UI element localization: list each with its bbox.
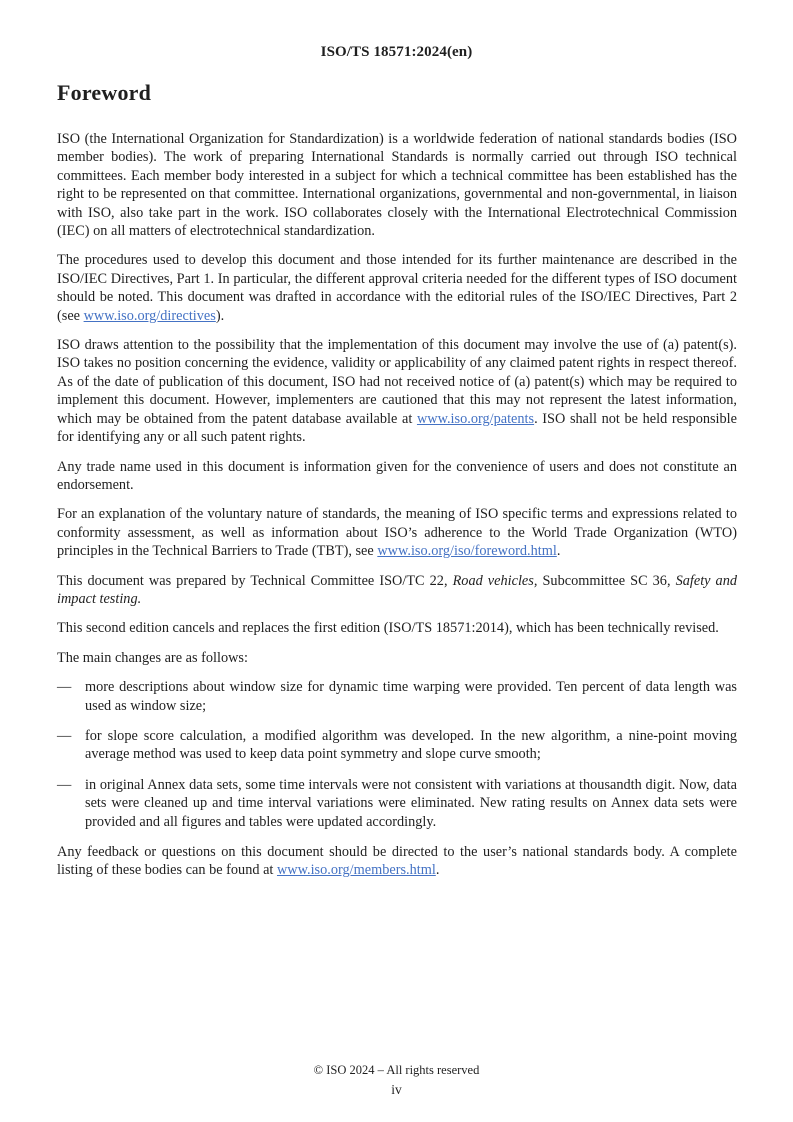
text-run: The procedures used to develop this document and those intended for its further maintenance are described in the ISO/IEC Directives, Part 1. In particular, the different approval criteria needed for the different types of ISO document should be noted. This document was drafted in accordance with the editorial rules of the ISO/IEC Directives, Part 2 (see (57, 252, 737, 324)
text-run: For an explanation of the voluntary nature of standards, the meaning of ISO specific terms and expressions related to conformity assessment, as well as information about ISO’s adherence to the World Trade Organization (WTO) principles in the Technical Barriers to Trade (TBT), see (57, 506, 737, 560)
text-run: in original Annex data sets, some time intervals were not consistent with variations at thousandth digit. Now, data sets were cleaned up and time interval variations were eliminated. New rating results on Annex data sets were provided and all figures and tables were updated accordingly. (85, 776, 737, 830)
foreword-body (57, 130, 737, 880)
hyperlink[interactable]: www.iso.org/patents (416, 410, 535, 427)
text-run: for slope score calculation, a modified algorithm was developed. In the new algorithm, a nine-point moving average method was used to keep data point symmetry and slope curve smooth; (85, 727, 737, 763)
text-run: more descriptions about window size for dynamic time warping were provided. Ten percent of data length was used as window size; (85, 679, 737, 714)
text-run: Any feedback or questions on this document should be directed to the user’s national standards body. A complete listing of these bodies can be found at (57, 844, 737, 879)
hyperlink[interactable]: www.iso.org/members.html (276, 862, 436, 879)
text-run: This document was prepared by Technical Committee ISO/TC 22, (57, 572, 453, 589)
text-run: . (435, 862, 440, 879)
text-run: ISO draws attention to the possibility that the implementation of this document may involve the use of (a) patent(s). ISO takes no position concerning the evidence, validity or applicability of any claimed patent rights in respect thereof. As of the date of publication of this document, ISO had not received notice of (a) patent(s) which may be required to implement this document. However, implementers are cautioned that this may not represent the latest information, which may be obtained from the patent database available at (57, 337, 737, 427)
paragraph (57, 619, 737, 637)
text-run: . ISO shall not be held responsible for identifying any or all such patent rights. (57, 410, 737, 446)
paragraph (57, 505, 737, 560)
list-dash: — (57, 679, 72, 696)
list-dash: — (57, 727, 72, 744)
paragraph (57, 458, 737, 495)
list-item-text (85, 776, 737, 831)
page-title: Foreword (57, 80, 152, 105)
footer-copyright: © ISO 2024 – All rights reserved (313, 1063, 480, 1077)
content-area (57, 80, 737, 891)
paragraph (57, 572, 737, 609)
paragraph (57, 130, 737, 240)
running-header: ISO/TS 18571:2024(en) (320, 44, 473, 60)
hyperlink[interactable]: www.iso.org/iso/foreword.html (377, 543, 557, 560)
text-run: ). (215, 307, 225, 324)
text-run: . (556, 543, 561, 560)
text-run: Subcommittee SC 36, (537, 572, 676, 589)
paragraph (57, 336, 737, 446)
text-run: The main changes are as follows: (57, 649, 248, 666)
list-dash: — (57, 776, 72, 793)
paragraph (57, 649, 737, 667)
list-item-text (85, 727, 737, 764)
text-run: This second edition cancels and replaces the first edition (ISO/TS 18571:2014), which has been technically revised. (57, 620, 719, 637)
italic-text: Road vehicles, (452, 572, 538, 589)
change-list-item (57, 678, 737, 715)
hyperlink[interactable]: www.iso.org/directives (83, 307, 216, 324)
paragraph (57, 843, 737, 880)
paragraph (57, 251, 737, 325)
text-run: ISO (the International Organization for Standardization) is a worldwide federation of national standards bodies (ISO member bodies). The work of preparing International Standards is normally carried out through ISO technical committees. Each member body interested in a subject for which a technical committee has been established has the right to be represented on that committee. International organizations, governmental and non-governmental, in liaison with ISO, also take part in the work. ISO collaborates closely with the International Electrotechnical Commission (IEC) on all matters of electrotechnical standardization. (57, 131, 737, 240)
text-run: Any trade name used in this document is information given for the convenience of users and does not constitute an endorsement. (57, 458, 737, 493)
change-list-item (57, 776, 737, 831)
italic-text: Safety and impact testing. (57, 572, 738, 607)
list-item-text (85, 678, 737, 715)
change-list-item (57, 727, 737, 764)
footer-page-number: iv (391, 1082, 402, 1097)
